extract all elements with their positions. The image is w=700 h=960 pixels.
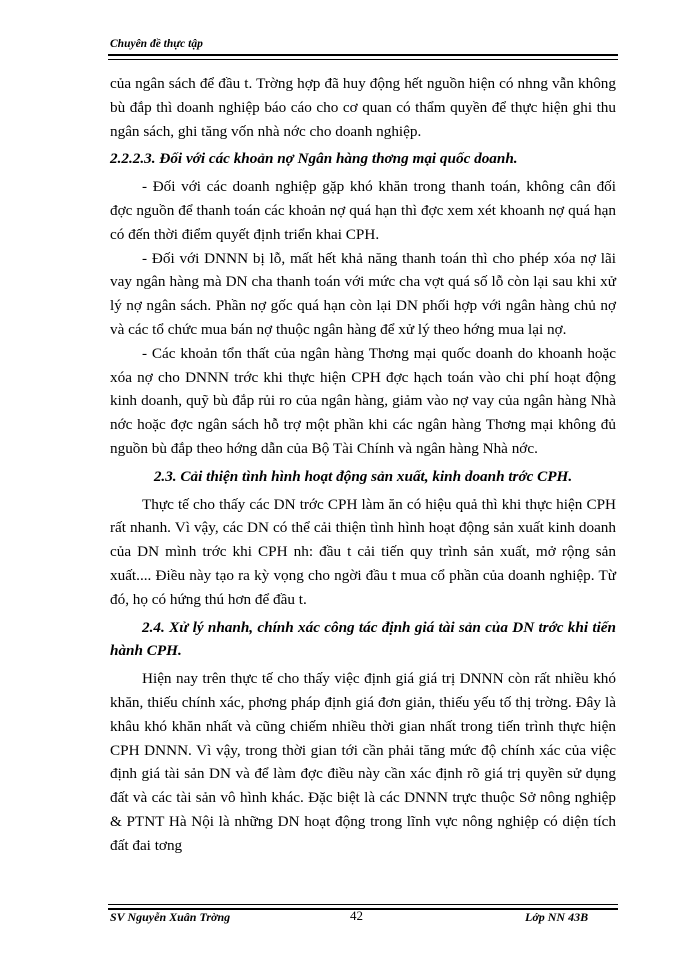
paragraph: Hiện nay trên thực tế cho thấy việc định giá giá trị DNNN còn rất nhiều khó khăn, thiếu chính xác, phơng pháp định giá đơn giản, thiếu yếu tố thị trờng. Đây là khâu khó khăn nhất và cũng chiếm nhiều thời gian nhất trong tiến trình thực hiện CPH DNNN. Vì vậy, trong thời gian tới cần phải tăng mức độ chính xác của việc định giá tài sản DN và để làm đợc điều này cần xác định rõ giá trị quyền sử dụng đất và các tài sản vô hình khác. Đặc biệt là các DNNN trực thuộc Sở nông nghiệp & PTNT Hà Nội là những DN hoạt động trong lĩnh vực nông nghiệp có diện tích đất đai tơng: [110, 670, 616, 854]
paragraph: - Đối với các doanh nghiệp gặp khó khăn trong thanh toán, không cân đối đợc nguồn để thanh toán các khoản nợ quá hạn thì đợc xem xét khoanh nợ quá hạn có đến thời điểm quyết định triển khai CPH.: [110, 178, 616, 243]
header-rule: [108, 54, 618, 60]
page-header: Chuyên đề thực tập: [110, 38, 203, 50]
paragraph: - Các khoản tổn thất của ngân hàng Thơng mại quốc doanh do khoanh hoặc xóa nợ cho DNNN trớc khi thực hiện CPH đợc hạch toán vào chi phí hoạt động kinh doanh, quỹ bù đắp rủi ro của ngân hàng, giảm vào nợ vay của ngân hàng Nhà nớc hoặc đợc ngân sách hỗ trợ một phần khi các ngân hàng Thơng mại không đủ nguồn bù đắp theo hớng dẫn của Bộ Tài Chính và ngân hàng Nhà nớc.: [110, 344, 616, 457]
section-heading: 2.3. Cải thiện tình hình hoạt động sản xuất, kinh doanh trớc CPH.: [153, 467, 573, 485]
paragraph: của ngân sách để đầu t. Trờng hợp đã huy động hết nguồn hiện có nhng vẫn không bù đắp thì doanh nghiệp báo cáo cho cơ quan có thẩm quyền để thực hiện ghi thu ngân sách, ghi tăng vốn nhà nớc cho doanh nghiệp.: [110, 75, 616, 140]
page-content: [110, 72, 616, 858]
paragraph: Thực tế cho thấy các DN trớc CPH làm ăn có hiệu quả thì khi thực hiện CPH rất nhanh. Vì vậy, các DN có thể cải thiện tình hình hoạt động sản xuất kinh doanh của DN mình trớc khi CPH nh: đầu t cải tiến quy trình sản xuất, mở rộng sản xuất.... Điều này tạo ra kỳ vọng cho ngời đầu t mua cổ phần của doanh nghiệp. Từ đó, họ có hứng thú hơn để đầu t.: [110, 495, 616, 608]
section-heading: 2.2.2.3. Đối với các khoản nợ Ngân hàng thơng mại quốc doanh.: [110, 150, 518, 168]
footer-author: SV Nguyễn Xuân Trờng: [110, 910, 231, 924]
page-number: 42: [350, 908, 363, 923]
section-heading: 2.4. Xử lý nhanh, chính xác công tác định giá tài sản của DN trớc khi tiến hành CPH.: [110, 618, 616, 660]
footer-class: Lớp NN 43B: [525, 910, 589, 924]
paragraph: - Đối với DNNN bị lỗ, mất hết khả năng thanh toán thì cho phép xóa nợ lãi vay ngân hàng mà DN cha thanh toán với mức cha vợt quá số lỗ còn lại sau khi xử lý nợ ngân sách. Phần nợ gốc quá hạn còn lại DN phối hợp với ngân hàng chủ nợ và các tổ chức mua bán nợ thuộc ngân hàng để xử lý theo hớng mua lại nợ.: [110, 249, 616, 338]
